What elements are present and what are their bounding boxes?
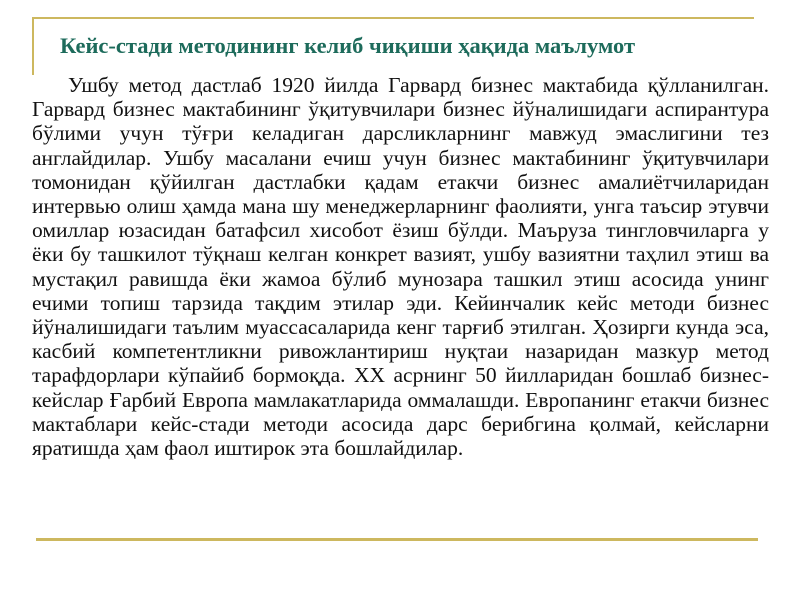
top-divider-line	[32, 17, 754, 19]
slide-title: Кейс-стади методининг келиб чиқиши ҳақида маълумот	[60, 33, 636, 58]
body-paragraph: Ушбу метод дастлаб 1920 йилда Гарвард бизнес мактабида қўлланилган. Гарвард бизнес мактабининг ўқитувчилари бизнес йўналишидаги аспирантура бўлими учун тўғри келадиган дарсликларнинг мавжуд эмаслигини тез англайдилар. Ушбу масалани ечиш учун бизнес мактабининг ўқитувчилари томонидан қўйилган дастлабки қадам етакчи бизнес амалиётчиларидан интервью олиш ҳамда мана шу менеджерларнинг фаолияти, унга таъсир этувчи омиллар юзасидан батафсил хисобот ёзиш бўлди. Маъруза тингловчиларга у ёки бу ташкилот тўқнаш келган конкрет вазият, ушбу вазиятни таҳлил этиш ва мустақил равишда ёки жамоа бўлиб мунозара ташкил этиш асосида унинг ечими топиш тарзида тақдим этилар эди. Кейинчалик кейс методи бизнес йўналишидаги таълим муассасаларида кенг тарғиб этилган. Ҳозирги кунда эса, касбий компетентликни ривожлантириш нуқтаи назаридан мазкур метод тарафдорлари кўпайиб бормоқда. XX асрнинг 50 йилларидан бошлаб бизнес-кейслар Ғарбий Европа мамлакатларида оммалашди. Европанинг етакчи бизнес мактаблари кейс-стади методи асосида дарс берибгина қолмай, кейсларни яратишда ҳам фаол иштирок эта бошлайдилар.	[32, 73, 769, 461]
bottom-divider-line	[36, 538, 758, 541]
left-divider-line	[32, 17, 34, 75]
